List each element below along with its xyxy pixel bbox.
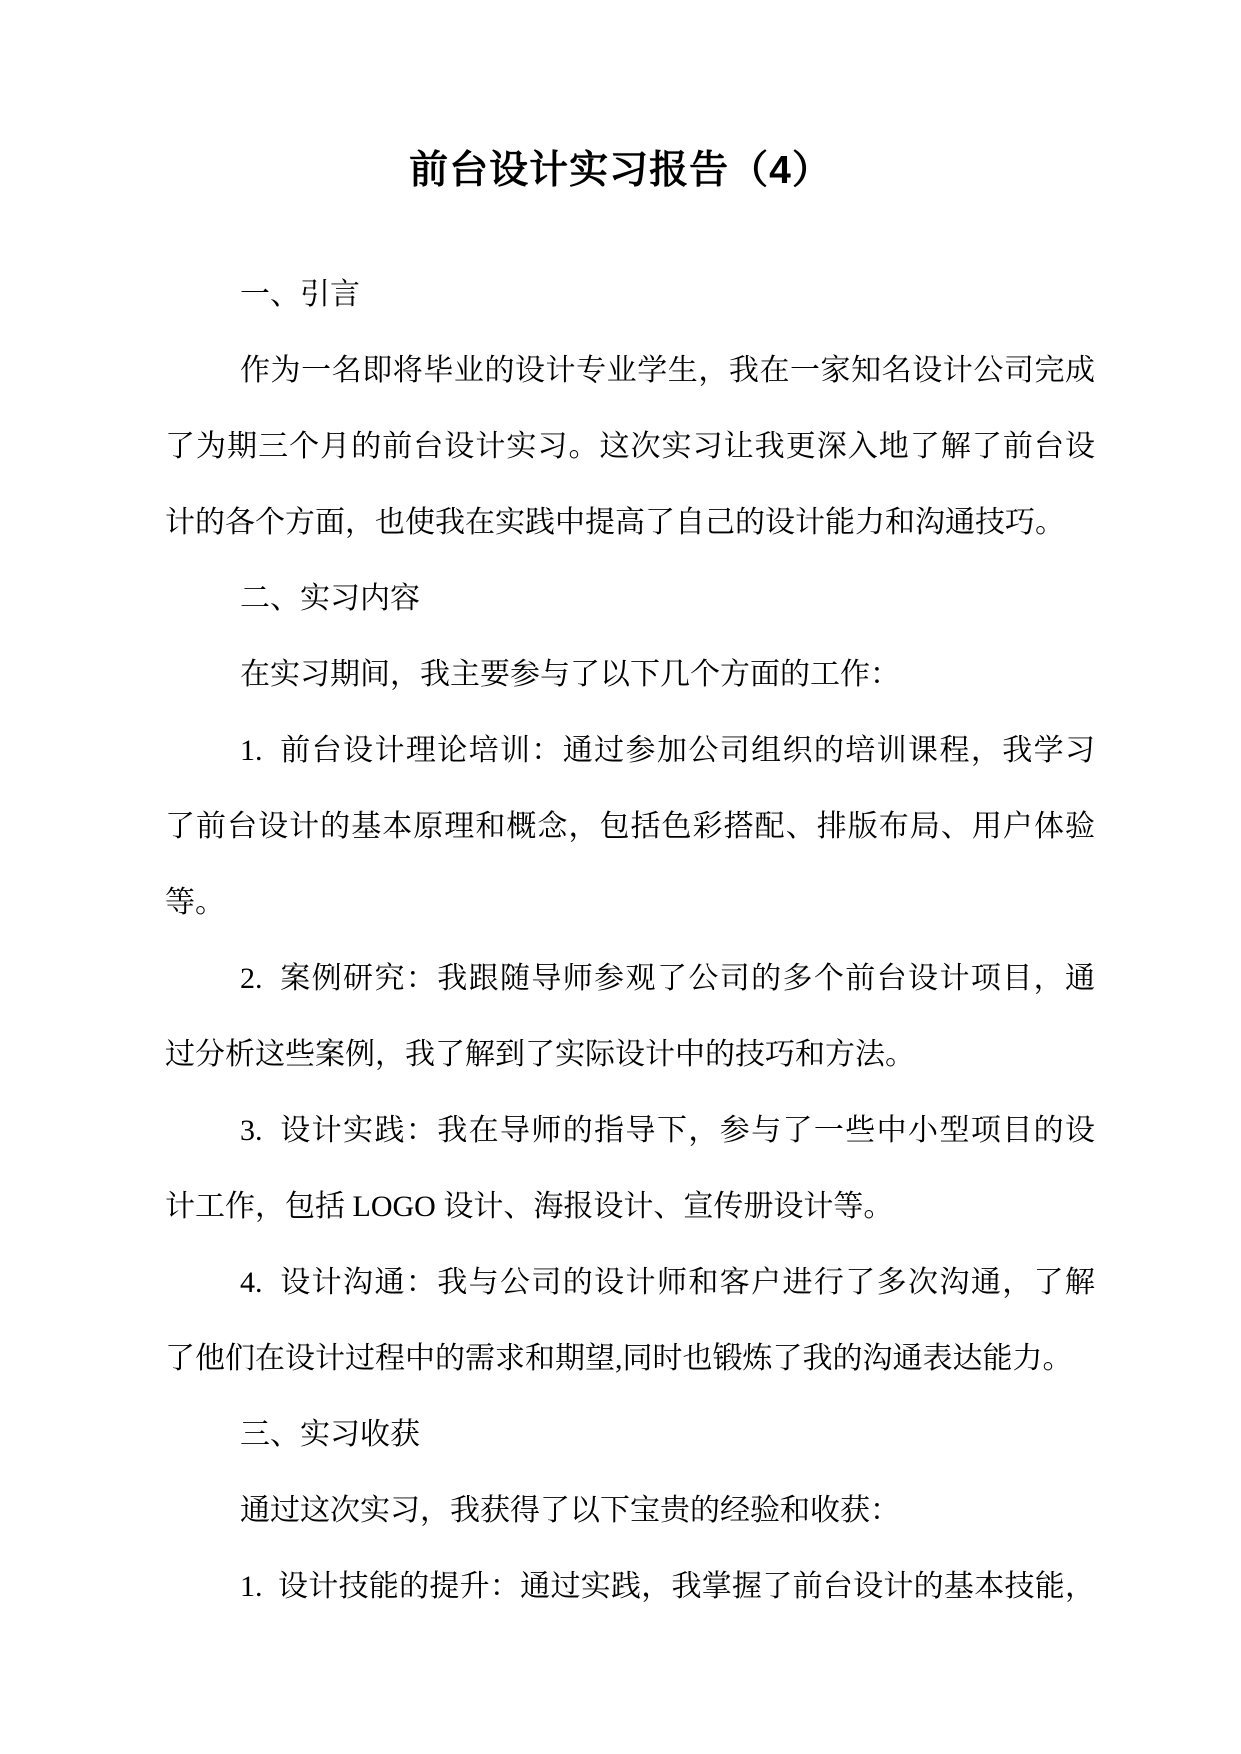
document-line: 3. 设计实践：我在导师的指导下，参与了一些中小型项目的设 xyxy=(240,1114,1095,1147)
document-line: 通过这次实习，我获得了以下宝贵的经验和收获： xyxy=(240,1494,900,1527)
document-line: 三、实习收获 xyxy=(240,1418,420,1451)
document-line: 作为一名即将毕业的设计专业学生，我在一家知名设计公司完成 xyxy=(240,354,1095,387)
document-line: 了为期三个月的前台设计实习。这次实习让我更深入地了解了前台设 xyxy=(165,430,1095,463)
document-line: 1. 设计技能的提升：通过实践，我掌握了前台设计的基本技能， xyxy=(240,1570,1095,1603)
document-line: 等。 xyxy=(165,886,225,919)
document-line: 过分析这些案例，我了解到了实际设计中的技巧和方法。 xyxy=(165,1038,915,1071)
document-line: 了他们在设计过程中的需求和期望,同时也锻炼了我的沟通表达能力。 xyxy=(165,1342,1073,1375)
document-line: 二、实习内容 xyxy=(240,582,420,615)
document-line: 4. 设计沟通：我与公司的设计师和客户进行了多次沟通，了解 xyxy=(240,1266,1095,1299)
document-line: 一、引言 xyxy=(240,278,360,311)
document-title: 前台设计实习报告（4） xyxy=(409,149,832,192)
document-line: 计工作，包括 LOGO 设计、海报设计、宣传册设计等。 xyxy=(165,1190,894,1223)
document-line: 2. 案例研究：我跟随导师参观了公司的多个前台设计项目，通 xyxy=(240,962,1095,995)
document-body xyxy=(165,257,1095,1625)
document-line: 在实习期间，我主要参与了以下几个方面的工作： xyxy=(240,658,900,691)
document-line: 1. 前台设计理论培训：通过参加公司组织的培训课程，我学习 xyxy=(240,734,1095,767)
document-line: 了前台设计的基本原理和概念，包括色彩搭配、排版布局、用户体验 xyxy=(165,810,1095,843)
document-line: 计的各个方面，也使我在实践中提高了自己的设计能力和沟通技巧。 xyxy=(165,506,1065,539)
